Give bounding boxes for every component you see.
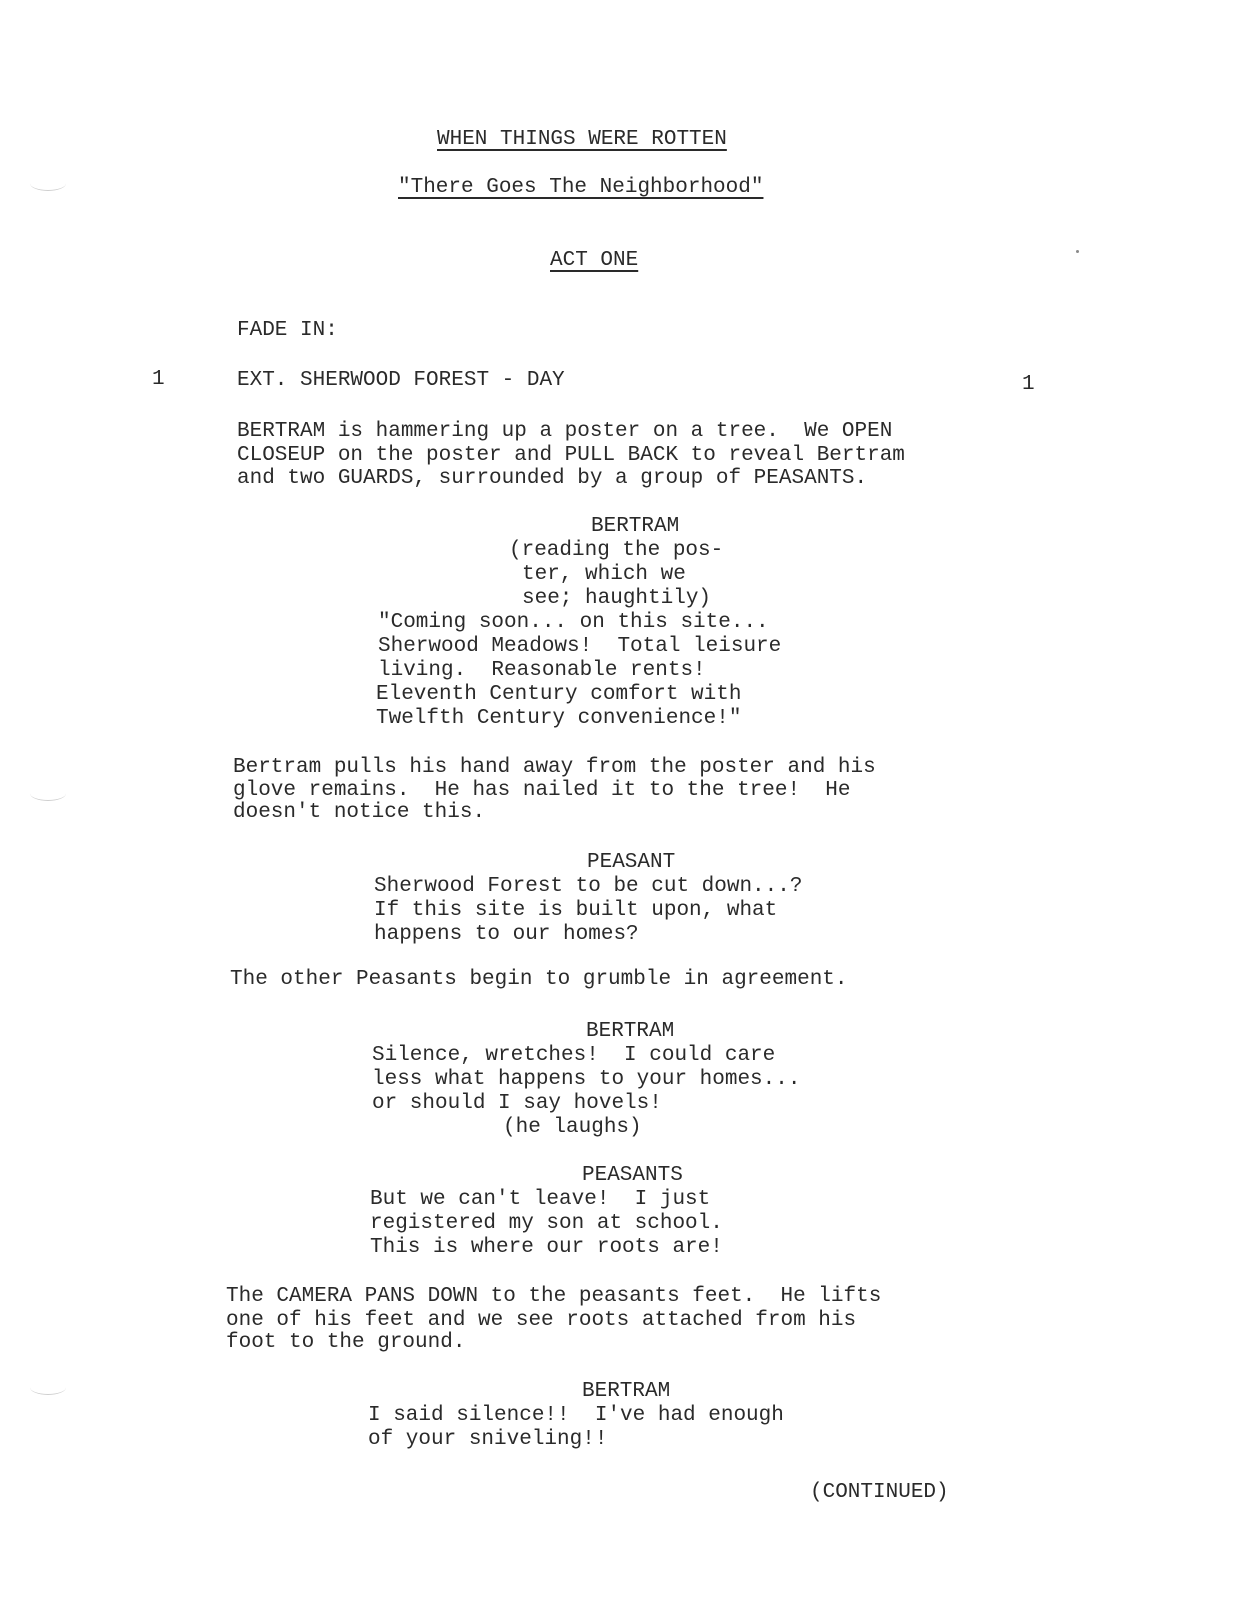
action-line: and two GUARDS, surrounded by a group of PEASANTS. [237, 467, 868, 490]
binder-hole-mark [30, 176, 66, 191]
dialogue-line: I said silence!! I've had enough [368, 1404, 784, 1427]
parenthetical: (reading the pos- [509, 539, 724, 562]
binder-hole-mark [30, 786, 66, 801]
scene-heading: EXT. SHERWOOD FOREST - DAY [237, 369, 565, 392]
dialogue-line: This is where our roots are! [370, 1236, 723, 1259]
dialogue-line: or should I say hovels! [372, 1092, 662, 1115]
dialogue-line: Sherwood Meadows! Total leisure [378, 635, 782, 658]
character-name: PEASANTS [582, 1164, 683, 1187]
action-line: Bertram pulls his hand away from the poster and his [233, 756, 876, 779]
dialogue-line: Sherwood Forest to be cut down...? [374, 875, 803, 898]
dialogue-line: Eleventh Century comfort with [376, 683, 742, 706]
episode-title: "There Goes The Neighborhood" [398, 176, 764, 199]
parenthetical: ter, which we [522, 563, 686, 586]
character-name: BERTRAM [582, 1380, 671, 1403]
dialogue-line: Silence, wretches! I could care [372, 1044, 776, 1067]
dialogue-line: living. Reasonable rents! [378, 659, 706, 682]
fade-in: FADE IN: [237, 319, 338, 342]
dialogue-line: Twelfth Century convenience!" [376, 707, 742, 730]
dialogue-line: of your sniveling!! [368, 1428, 608, 1451]
action-line: foot to the ground. [226, 1331, 466, 1354]
character-name: BERTRAM [586, 1020, 675, 1043]
paper-speck [1076, 250, 1079, 253]
dialogue-line: happens to our homes? [374, 923, 639, 946]
action-line: The other Peasants begin to grumble in agreement. [230, 968, 848, 991]
continued-marker: (CONTINUED) [810, 1481, 949, 1504]
dialogue-line: less what happens to your homes... [372, 1068, 801, 1091]
action-line: one of his feet and we see roots attached from his [226, 1309, 857, 1332]
action-line: CLOSEUP on the poster and PULL BACK to reveal Bertram [237, 444, 905, 467]
script-title: WHEN THINGS WERE ROTTEN [437, 128, 727, 151]
act-heading: ACT ONE [550, 249, 639, 272]
dialogue-line: But we can't leave! I just [370, 1188, 711, 1211]
action-line: BERTRAM is hammering up a poster on a tree. We OPEN [237, 420, 893, 443]
scene-number-left: 1 [152, 368, 165, 391]
character-name: BERTRAM [591, 515, 680, 538]
dialogue-line: If this site is built upon, what [374, 899, 778, 922]
parenthetical: see; haughtily) [522, 587, 712, 610]
dialogue-line: registered my son at school. [370, 1212, 723, 1235]
action-line: doesn't notice this. [233, 801, 486, 824]
action-line: The CAMERA PANS DOWN to the peasants feet. He lifts [226, 1285, 882, 1308]
binder-hole-mark [30, 1380, 66, 1395]
action-line: glove remains. He has nailed it to the tree! He [233, 779, 851, 802]
dialogue-line: "Coming soon... on this site... [378, 611, 769, 634]
scene-number-right: 1 [1022, 373, 1035, 396]
parenthetical: (he laughs) [503, 1116, 642, 1139]
character-name: PEASANT [587, 851, 676, 874]
